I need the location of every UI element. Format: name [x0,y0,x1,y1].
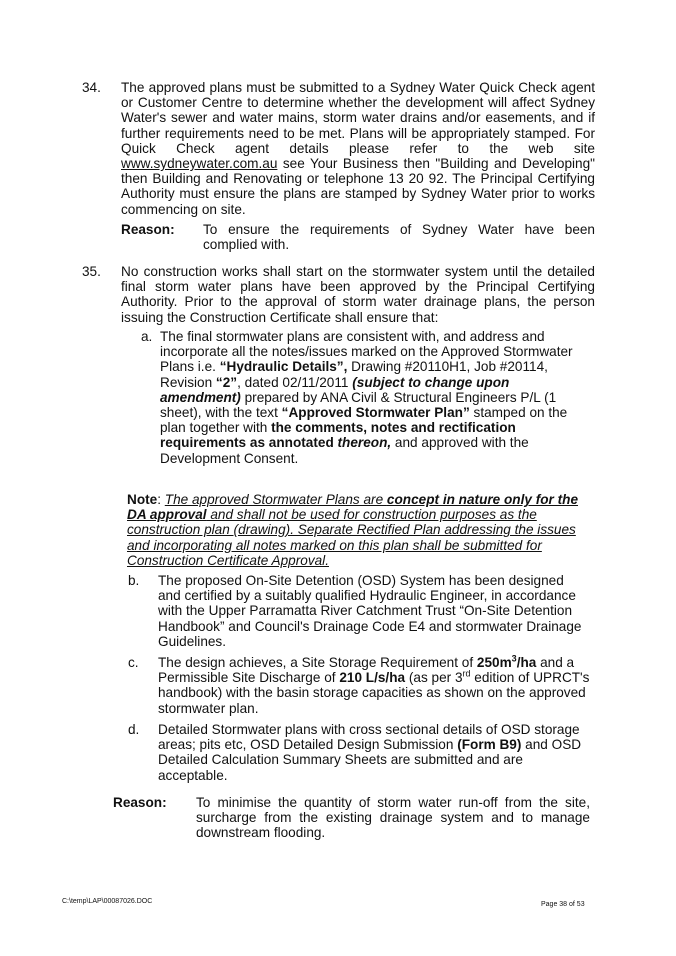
paragraph-text: see Your Business then "Building and Developing" then Building and Renovating or telephone 13 20 92. The Principal Certifying Authority must ensure the plans are stamped by Sydney Water prior to works commencing on site. [121,156,595,217]
item-d-text: Detailed Stormwater plans with cross sectional details of OSD storage areas; pits etc, OSD Detailed Design Submission (Form B9) and OSD Detailed Calculation Summary Sheets are submitted and are acceptable. [158,722,582,783]
paragraph-text: The approved plans must be submitted to a Sydney Water Quick Check agent or Customer Centre to determine whether the development will affect Sydney Water's sewer and water mains, storm water drains and/or easements, and if further requirements need to be met. Plans will be appropriately stamped. For Quick Check agent details please refer to the web site [121,80,595,156]
item-a-text: The final stormwater plans are consistent with, and address and incorporate all the notes/issues marked on the Approved Stormwater Plans i.e. “Hydraulic Details”, Drawing #20110H1, Job #20114, Revision “2”, dated 02/11/2011 (subject to change upon amendment) prepared by ANA Civil & Structural Engineers P/L (1 sheet), with the text “Approved Stormwater Plan” stamped on the plan together with the comments, notes and rectification requirements as annotated thereon, and approved with the Development Consent. [160,329,573,466]
reason-text: To minimise the quantity of storm water run-off from the site, surcharge from the existing drainage system and to manage downstream flooding. [196,795,590,841]
item-c-text: The design achieves, a Site Storage Requirement of $250m^3/ha$ and a Permissible Site Discharge of 210 L/s/ha (as per 3rd edition of UPRCT's handbook) with the basin storage capacities as shown on the approved stormwater plan. [158,653,590,716]
condition-paragraph [121,80,595,217]
note: Note: The approved Stormwater Plans are concept in nature only for the DA approval and shall not be used for construction purposes as the construction plan (drawing). Separate Rectified Plan addressing the issues and incorporating all notes marked on this plan shall be submitted for Construction Certificate Approval. [127,492,579,568]
item-letter: a. [141,329,153,344]
condition-paragraph: No construction works shall start on the stormwater system until the detailed final storm water plans have been approved by the Principal Certifying Authority. Prior to the approval of storm water drainage plans, the person issuing the Construction Certificate shall ensure that: [121,264,595,325]
item-b-text: The proposed On-Site Detention (OSD) System has been designed and certified by a suitably qualified Hydraulic Engineer, in accordance with the Upper Parramatta River Catchment Trust “On-Site Detention Handbook” and Council's Drainage Code E4 and stormwater Drainage Guidelines. [158,573,582,649]
footer-page-number: Page 38 of 53 [541,901,585,908]
footer-file-path: C:\temp\LAP\00087026.DOC [62,898,153,905]
condition-number: 35. [82,264,101,279]
item-letter: d. [128,722,140,737]
reason-text: To ensure the requirements of Sydney Water have been complied with. [203,222,595,253]
reason-label: Reason: [113,795,167,810]
note-label: Note [127,492,158,507]
condition-number: 34. [82,80,101,95]
item-letter: b. [128,573,140,588]
item-letter: c. [128,655,139,670]
reason-label: Reason: [121,222,175,237]
web-link[interactable]: www.sydneywater.com.au [121,156,278,172]
